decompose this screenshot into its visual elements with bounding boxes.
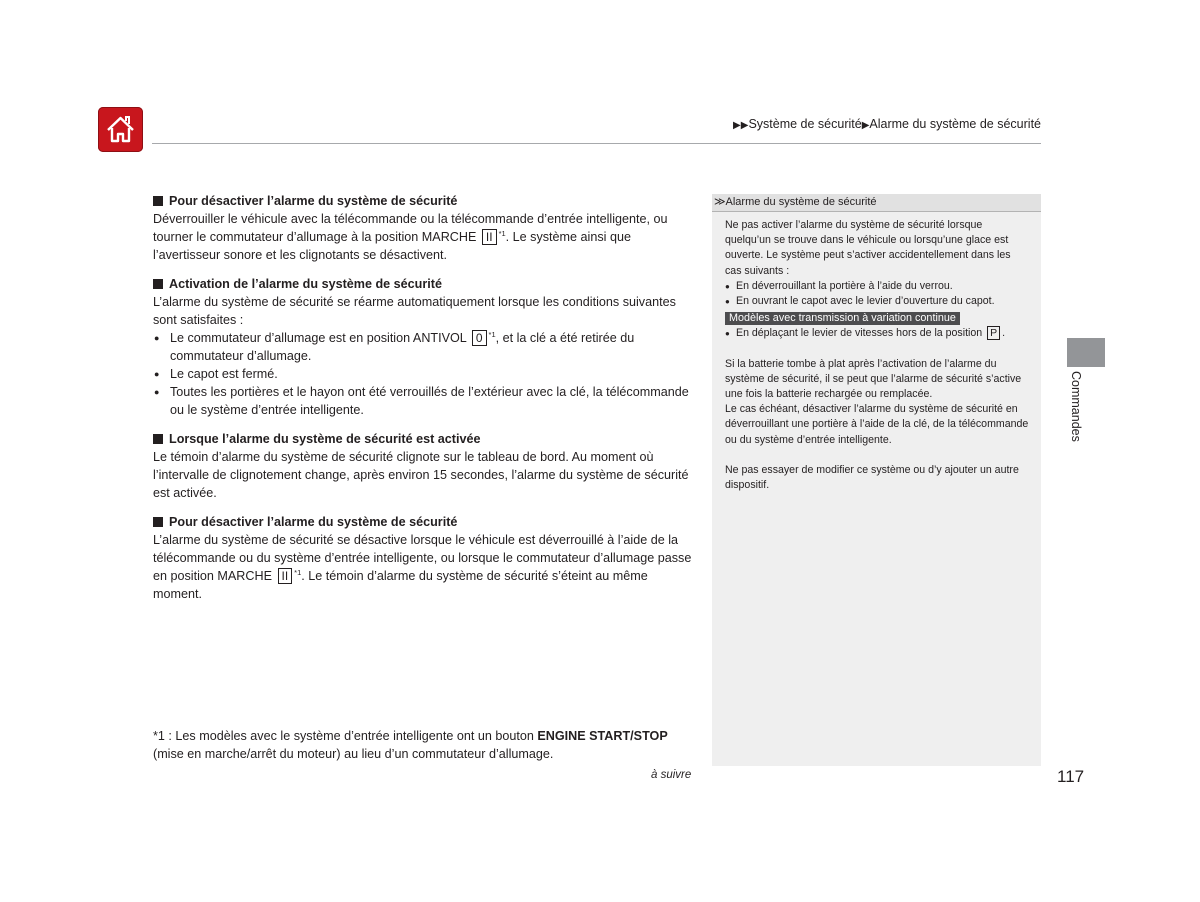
section-text: L’alarme du système de sécurité se désactive lorsque le véhicule est déverrouillé à l’aide de la télécommande ou du système d’entrée intelligente, ou lorsque le commutateur d’allumage passe en position MARCHE II $^{*1}$. Le témoin d’alarme du système de sécurité s’éteint au même moment. <box>153 533 692 601</box>
sidebar-text: Le cas échéant, désactiver l’alarme du système de sécurité en déverrouillant une portière à l’aide de la clé, de la télécommande ou du système d’entrée intelligente. <box>725 403 1029 446</box>
sidebar-note <box>712 194 1041 766</box>
chapter-tab[interactable] <box>1067 338 1105 367</box>
footnote-ref: *1 <box>294 567 302 577</box>
square-bullet-icon <box>153 279 163 289</box>
continued-label: à suivre <box>651 769 692 781</box>
condition-list <box>153 329 698 419</box>
section-deactivate-2 <box>153 513 698 603</box>
sidebar-text: Ne pas essayer de modifier ce système ou d’y ajouter un autre dispositif. <box>725 463 1019 492</box>
section-heading: Pour désactiver l’alarme du système de sécurité <box>153 513 698 531</box>
header-rule <box>152 143 1041 144</box>
breadcrumb <box>733 117 1041 131</box>
sidebar-heading: ≫Alarme du système de sécurité <box>712 194 1041 212</box>
engine-start-stop-label: ENGINE START/STOP <box>537 729 668 743</box>
home-icon <box>104 113 137 146</box>
ignition-key-symbol: II <box>482 229 497 245</box>
section-deactivate-1 <box>153 192 698 264</box>
footnote-ref: *1 <box>488 329 496 339</box>
section-activation <box>153 275 698 419</box>
sidebar-list <box>725 326 1029 341</box>
list-item: ● En ouvrant le capot avec le levier d’ouverture du capot. <box>725 294 1029 309</box>
model-tag: Modèles avec transmission à variation continue <box>725 312 960 325</box>
footnote: *1 : Les modèles avec le système d’entrée intelligente ont un bouton ENGINE START/STOP (mise en marche/arrêt du moteur) au lieu d’un commutateur d’allumage. <box>153 729 668 761</box>
breadcrumb-section[interactable]: Système de sécurité <box>748 117 862 131</box>
list-item: ● En déplaçant le levier de vitesses hors de la position P . <box>725 326 1029 341</box>
sidebar-list <box>725 279 1029 309</box>
section-text: Le témoin d’alarme du système de sécurité clignote sur le tableau de bord. Au moment où l’intervalle de clignotement change, après environ 15 secondes, l’alarme du système de sécurité est activée. <box>153 450 689 500</box>
home-button[interactable] <box>98 107 143 152</box>
park-position-symbol: P <box>987 326 1000 340</box>
breadcrumb-arrow: ▶ <box>861 120 870 131</box>
list-item: ● En déverrouillant la portière à l’aide du verrou. <box>725 279 1029 294</box>
sidebar-text: Si la batterie tombe à plat après l’activation de l’alarme du système de sécurité, il se peut que l’alarme de sécurité s’active une fois la batterie rechargée ou remplacée. <box>725 357 1022 401</box>
ignition-key-symbol: II <box>278 568 293 584</box>
square-bullet-icon <box>153 196 163 206</box>
section-heading: Pour désactiver l’alarme du système de sécurité <box>153 192 698 210</box>
square-bullet-icon <box>153 517 163 527</box>
square-bullet-icon <box>153 434 163 444</box>
lock-position-symbol: 0 <box>472 330 487 346</box>
section-text: Déverrouiller le véhicule avec la télécommande ou la télécommande d’entrée intelligente, ou tourner le commutateur d’allumage à la position MARCHE II $^{*1}$. Le système ainsi que l’avertisseur sonore et les clignotants se désactivent. <box>153 212 668 262</box>
section-heading: Activation de l’alarme du système de sécurité <box>153 275 698 293</box>
list-item: ● Le commutateur d’allumage est en position ANTIVOL 0 $^{*1}$, et la clé a été retirée du commutateur d’allumage. <box>153 329 698 365</box>
section-activated <box>153 430 698 502</box>
section-text: L’alarme du système de sécurité se réarme automatiquement lorsque les conditions suivantes sont satisfaites : <box>153 295 676 327</box>
breadcrumb-page: Alarme du système de sécurité <box>869 117 1041 131</box>
double-arrow-icon: ≫ <box>714 196 726 208</box>
main-content <box>153 192 698 614</box>
page-number: 117 <box>1057 767 1085 786</box>
section-heading: Lorsque l’alarme du système de sécurité est activée <box>153 430 698 448</box>
breadcrumb-arrows: ▶▶ <box>733 120 749 131</box>
sidebar-text: Ne pas activer l’alarme du système de sécurité lorsque quelqu’un se trouve dans le véhicule ou lorsqu’une glace est ouverte. Le système peut s’activer accidentellement dans les cas suivants : <box>725 219 1011 277</box>
chapter-tab-label: Commandes <box>1069 371 1083 442</box>
list-item: ● Toutes les portières et le hayon ont été verrouillés de l’extérieur avec la clé, la télécommande ou le système d’entrée intelligente. <box>153 383 698 419</box>
list-item: ● Le capot est fermé. <box>153 365 698 383</box>
footnote-ref: *1 <box>498 228 506 238</box>
